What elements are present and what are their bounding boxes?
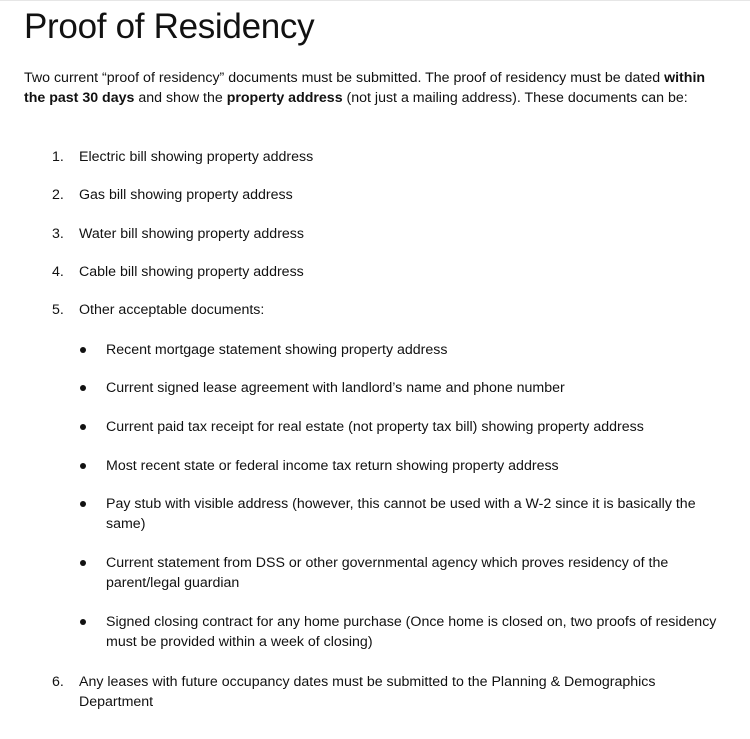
- bullet-text: Current signed lease agreement with landlord’s name and phone number: [106, 380, 565, 396]
- item-number: 3.: [52, 226, 64, 242]
- bullet-text: Pay stub with visible address (however, this cannot be used with a W-2 since it is basically the same): [106, 496, 696, 532]
- item-text: Other acceptable documents:: [79, 302, 265, 318]
- item-text: Gas bill showing property address: [79, 187, 293, 203]
- intro-text-2: and show the: [134, 90, 227, 106]
- item-number: 4.: [52, 264, 64, 280]
- item-text: Any leases with future occupancy dates must be submitted to the Planning & Demographics Department: [79, 674, 656, 710]
- page-title: Proof of Residency: [24, 7, 315, 46]
- intro-bold-date-requirement: within the past 30 days: [24, 70, 706, 106]
- bullet-text: Recent mortgage statement showing property address: [106, 342, 448, 358]
- item-number: 5.: [52, 302, 64, 318]
- bullet-text: Most recent state or federal income tax return showing property address: [106, 458, 559, 474]
- item-text: Electric bill showing property address: [79, 149, 314, 165]
- intro-text-3: (not just a mailing address). These documents can be:: [342, 90, 688, 106]
- item-text: Water bill showing property address: [79, 226, 304, 242]
- item-number: 6.: [52, 674, 64, 690]
- item-text: Cable bill showing property address: [79, 264, 304, 280]
- intro-paragraph: [24, 68, 724, 108]
- bullet-text: Signed closing contract for any home purchase (Once home is closed on, two proofs of residency must be provided within a week of closing): [106, 614, 717, 650]
- intro-bold-property-address: property address: [226, 90, 343, 106]
- intro-text-1: Two current “proof of residency” documents must be submitted. The proof of residency must be dated: [24, 70, 661, 86]
- bullet-text: Current paid tax receipt for real estate (not property tax bill) showing property address: [106, 419, 644, 435]
- item-number: 1.: [52, 149, 64, 165]
- bullet-text: Current statement from DSS or other governmental agency which proves residency of the parent/legal guardian: [106, 555, 669, 591]
- item-number: 2.: [52, 187, 64, 203]
